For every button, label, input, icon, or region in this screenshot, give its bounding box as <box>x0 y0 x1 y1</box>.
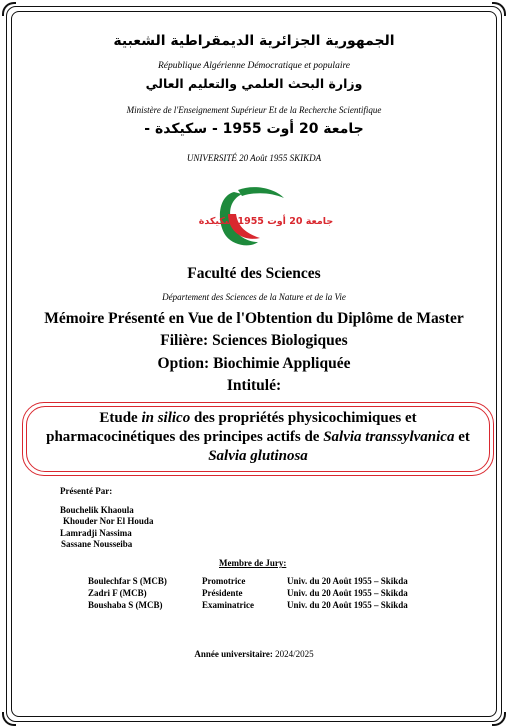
university-french: UNIVERSITÉ 20 Août 1955 SKIKDA <box>186 153 322 163</box>
jury-label: Membre de Jury: <box>219 558 287 568</box>
memoire-line: Mémoire Présenté en Vue de l'Obtention du Diplôme de Master <box>44 310 464 327</box>
jury-role: Promotrice <box>202 576 246 586</box>
jury-affiliation: Univ. du 20 Août 1955 – Skikda <box>287 576 408 586</box>
filiere: Filière: Sciences Biologiques <box>160 332 348 349</box>
corner-ornament-bottom-right <box>492 712 506 726</box>
department-name: Département des Sciences de la Nature et de la Vie <box>162 292 346 302</box>
student-name: Bouchelik Khaoula <box>60 505 134 515</box>
option: Option: Biochimie Appliquée <box>157 355 351 372</box>
university-logo <box>198 184 334 250</box>
student-name: Khouder Nor El Houda <box>63 516 154 526</box>
jury-role: Présidente <box>202 588 243 598</box>
republic-french: République Algérienne Démocratique et populaire <box>157 61 351 71</box>
presented-label: Présenté Par: <box>60 486 113 496</box>
intitule-label: Intitulé: <box>226 377 282 394</box>
student-name: Sassane Nousseiba <box>61 539 133 549</box>
corner-ornament-top-left <box>2 2 16 16</box>
faculty-name: Faculté des Sciences <box>187 265 321 282</box>
logo-arabic-text: جامعة 20 أوت 1955 سكيكدة <box>198 216 334 227</box>
corner-ornament-bottom-left <box>2 712 16 726</box>
thesis-title: Etude in silico des propriétés physicochimiques et pharmacocinétiques des principes actifs de Salvia transsylvanica et Salvia glutinosa <box>46 410 470 464</box>
jury-name: Zadri F (MCB) <box>88 588 147 598</box>
jury-role: Examinatrice <box>202 600 254 610</box>
ministry-french: Ministère de l'Enseignement Supérieur Et de la Recherche Scientifique <box>126 105 382 115</box>
jury-affiliation: Univ. du 20 Août 1955 – Skikda <box>287 600 408 610</box>
logo-green-arc <box>238 187 284 198</box>
academic-year: Année universitaire: 2024/2025 <box>194 649 314 659</box>
student-name: Lamradji Nassima <box>60 528 132 538</box>
ministry-arabic: وزارة البحث العلمي والتعليم العالي <box>145 76 363 91</box>
republic-arabic: الجمهورية الجزائرية الديمقراطية الشعبية <box>113 33 395 49</box>
jury-name: Boulechfar S (MCB) <box>88 576 167 586</box>
jury-affiliation: Univ. du 20 Août 1955 – Skikda <box>287 588 408 598</box>
jury-name: Boushaba S (MCB) <box>88 600 163 610</box>
university-arabic: جامعة 20 أوت 1955 - سكيكدة - <box>144 121 364 137</box>
corner-ornament-top-right <box>492 2 506 16</box>
